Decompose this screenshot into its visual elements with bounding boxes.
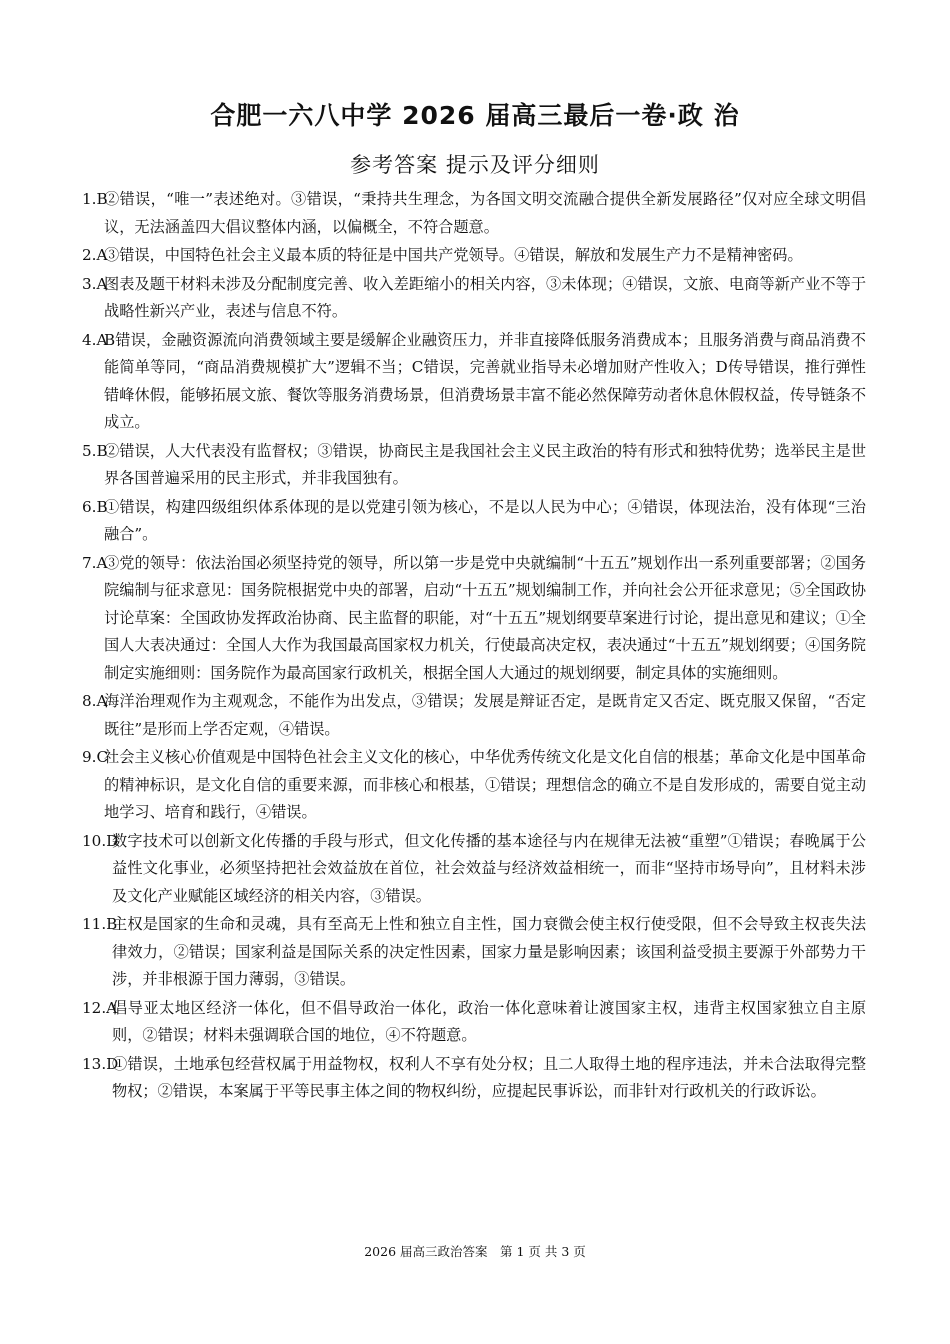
answer-number: 12.A	[82, 998, 118, 1017]
answer-explanation: 社会主义核心价值观是中国特色社会主义文化的核心，中华优秀传统文化是文化自信的根基；革命文化是中国革命的精神标识，是文化自信的重要来源，而非核心和根基，①错误；理想信念的确立不是自发形成的，需要自觉主动地学习、培育和践行，④错误。	[104, 748, 866, 821]
answer-item-6	[82, 494, 866, 549]
answer-explanation: ①错误，土地承包经营权属于用益物权，权利人不享有处分权；且二人取得土地的程序违法，并未合法取得完整物权；②错误，本案属于平等民事主体之间的物权纠纷，应提起民事诉讼，而非针对行政机关的行政诉讼。	[112, 1054, 866, 1100]
answer-number: 9.C	[82, 748, 109, 766]
answer-explanation: B错误，金融资源流向消费领域主要是缓解企业融资压力，并非直接降低服务消费成本；且服务消费与商品消费不能简单等同，“商品消费规模扩大”逻辑不当；C错误，完善就业指导未必增加财产性收入；D传导错误，推行弹性错峰休假，能够拓展文旅、餐饮等服务消费场景，但消费场景丰富不能必然保障劳动者休息休假权益，传导链条不成立。	[104, 330, 866, 431]
answer-explanation: ②错误，“唯一”表述绝对。③错误，“秉持共生理念，为各国文明交流融合提供全新发展路径”仅对应全球文明倡议，无法涵盖四大倡议整体内涵，以偏概全，不符合题意。	[104, 190, 866, 236]
answer-explanation: 主权是国家的生命和灵魂，具有至高无上性和独立自主性，国力衰微会使主权行使受限，但不会导致主权丧失法律效力，②错误；国家利益是国际关系的决定性因素，国家力量是影响因素；该国利益受损主要源于外部势力干涉，并非根源于国力薄弱，③错误。	[112, 915, 866, 988]
document-subtitle: 参考答案 提示及评分细则	[350, 153, 600, 177]
answer-number: 2.A	[82, 246, 108, 264]
answer-number: 8.A	[82, 692, 108, 710]
answer-number: 10.D	[82, 831, 119, 850]
answer-number: 13.D	[82, 1054, 119, 1073]
answer-explanation: 数字技术可以创新文化传播的手段与形式，但文化传播的基本途径与内在规律无法被“重塑”①错误；春晚属于公益性文化事业，必须坚持把社会效益放在首位，社会效益与经济效益相统一，而非“坚持市场导向”，且材料未涉及文化产业赋能区域经济的相关内容，③错误。	[112, 831, 866, 905]
answer-item-12	[82, 995, 866, 1050]
answer-explanation: ②错误，人大代表没有监督权；③错误，协商民主是我国社会主义民主政治的特有形式和独特优势；选举民主是世界各国普遍采用的民主形式，并非我国独有。	[104, 441, 866, 487]
answer-explanation: ③错误，中国特色社会主义最本质的特征是中国共产党领导。④错误，解放和发展生产力不是精神密码。	[104, 246, 803, 264]
document-title: 合肥一六八中学 2026 届高三最后一卷·政 治	[210, 101, 740, 130]
answer-item-3	[82, 271, 866, 326]
answer-explanation: ③党的领导：依法治国必须坚持党的领导，所以第一步是党中央就编制“十五五”规划作出一系列重要部署；②国务院编制与征求意见：国务院根据党中央的部署，启动“十五五”规划编制工作，并向社会公开征求意见；⑤全国政协讨论草案：全国政协发挥政治协商、民主监督的职能，对“十五五”规划纲要草案进行讨论，提出意见和建议；①全国人大表决通过：全国人大作为我国最高国家权力机关，行使最高决定权，表决通过“十五五”规划纲要；④国务院制定实施细则：国务院作为最高国家行政机关，根据全国人大通过的规划纲要，制定具体的实施细则。	[104, 553, 866, 682]
answer-item-13	[82, 1051, 866, 1106]
answer-list	[82, 186, 866, 1107]
page-footer: 2026 届高三政治答案 第 1 页 共 3 页	[364, 1244, 586, 1259]
answer-item-2	[82, 242, 866, 270]
answer-item-9	[82, 744, 866, 827]
answer-explanation: 倡导亚太地区经济一体化，但不倡导政治一体化，政治一体化意味着让渡国家主权，违背主权国家独立自主原则，②错误；材料未强调联合国的地位，④不符题意。	[112, 998, 866, 1044]
answer-item-1	[82, 186, 866, 241]
answer-explanation: 海洋治理观作为主观观念，不能作为出发点，③错误；发展是辩证否定，是既肯定又否定、既克服又保留，“否定既往”是形而上学否定观，④错误。	[104, 692, 866, 738]
answer-item-8	[82, 688, 866, 743]
answer-item-7	[82, 550, 866, 688]
answer-number: 3.A	[82, 274, 108, 293]
answer-item-4	[82, 327, 866, 437]
answer-explanation: ①错误，构建四级组织体系体现的是以党建引领为核心，不是以人民为中心；④错误，体现法治，没有体现“三治融合”。	[104, 497, 866, 543]
answer-item-11	[82, 911, 866, 994]
answer-item-10	[82, 828, 866, 911]
answer-number: 11.B	[82, 915, 118, 933]
answer-number: 1.B	[82, 190, 108, 208]
answer-explanation: 图表及题干材料未涉及分配制度完善、收入差距缩小的相关内容，③未体现；④错误，文旅、电商等新产业不等于战略性新兴产业，表述与信息不符。	[104, 274, 866, 320]
answer-number: 7.A	[82, 553, 108, 572]
answer-number: 5.B	[82, 441, 108, 460]
answer-number: 4.A	[82, 330, 108, 349]
answer-item-5	[82, 438, 866, 493]
answer-number: 6.B	[82, 497, 108, 516]
